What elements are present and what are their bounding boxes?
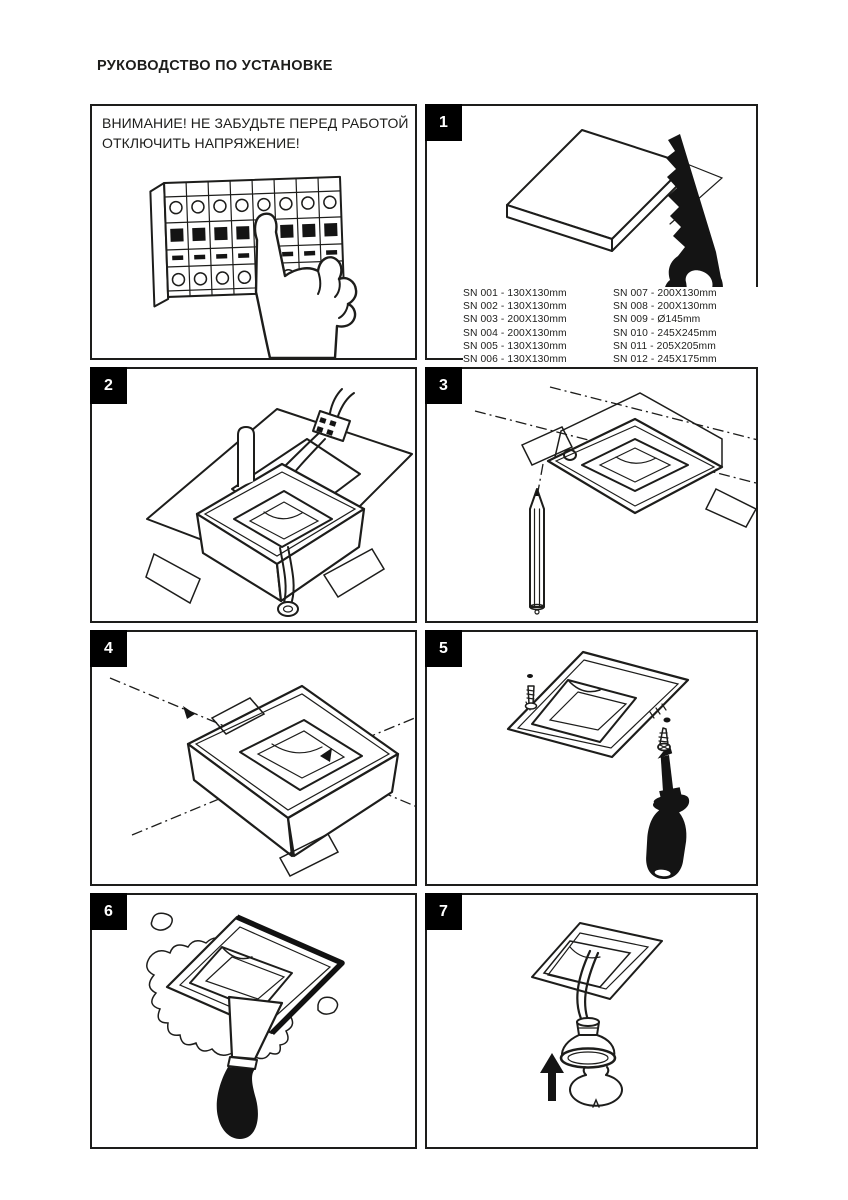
model-size: SN 005 - 130X130mm: [463, 340, 567, 352]
model-size: SN 002 - 130X130mm: [463, 301, 567, 313]
page-title: РУКОВОДСТВО ПО УСТАНОВКЕ: [97, 58, 333, 74]
screw-left: [526, 674, 537, 709]
pencil-marking-illustration: [427, 369, 756, 621]
model-size: SN 001 - 130X130mm: [463, 288, 567, 299]
downlight-frame: [188, 686, 398, 856]
screw-fixing-illustration: [427, 632, 756, 884]
insert-frame-illustration: [92, 369, 415, 621]
warning-line-1: ВНИМАНИЕ! НЕ ЗАБУДЬТЕ ПЕРЕД РАБОТОЙ: [102, 115, 409, 131]
model-size: SN 003 - 200X130mm: [463, 314, 567, 326]
step-1-badge: 1: [425, 104, 462, 141]
step-3-badge: 3: [425, 367, 462, 404]
model-size: SN 008 - 200X130mm: [613, 301, 717, 313]
screwdriver-icon: [643, 747, 695, 881]
step-4-badge: 4: [90, 630, 127, 667]
model-size-column-left: [463, 287, 613, 366]
model-size: SN 010 - 245X245mm: [613, 327, 717, 339]
panel-step-1: [425, 104, 758, 366]
screw-right: [658, 718, 671, 751]
plaster-blob-right: [318, 997, 338, 1014]
warning-line-2: ОТКЛЮЧИТЬ НАПРЯЖЕНИЕ!: [102, 135, 300, 151]
model-size: SN 006 - 130X130mm: [463, 354, 567, 366]
model-size: SN 004 - 200X130mm: [463, 327, 567, 339]
downlight-frame: [548, 393, 722, 513]
model-size: SN 012 - 245X175mm: [613, 354, 717, 366]
panel-step-4: [90, 630, 417, 886]
panel-step-5: [425, 630, 758, 886]
panel-step-7: [425, 893, 758, 1149]
model-size-list: [463, 287, 763, 366]
plaster-flap-left: [146, 554, 200, 603]
putty-knife-icon: [217, 997, 282, 1139]
panel-step-6: [90, 893, 417, 1149]
step-7-badge: 7: [425, 893, 462, 930]
model-size: SN 011 - 205X205mm: [613, 340, 716, 352]
model-size: SN 009 - Ø145mm: [613, 314, 701, 326]
align-frame-illustration: [92, 632, 415, 884]
model-size: SN 007 - 200X130mm: [613, 288, 717, 299]
step-2-badge: 2: [90, 367, 127, 404]
pencil-icon: [530, 489, 544, 614]
panel-step-2: [90, 367, 417, 623]
plaster-blob-top: [151, 913, 172, 930]
model-size-column-right: [613, 287, 763, 366]
step-6-badge: 6: [90, 893, 127, 930]
steps-grid: [90, 104, 758, 1149]
plaster-flap-right: [706, 489, 756, 527]
step-5-badge: 5: [425, 630, 462, 667]
plastering-illustration: [92, 895, 415, 1147]
panel-step-3: [425, 367, 758, 623]
panel-warning: [90, 104, 417, 360]
retaining-spring-icon: [570, 1067, 622, 1107]
ceiling-trim: [532, 923, 662, 999]
warning-text: [102, 113, 409, 153]
lamp-install-illustration: [427, 895, 756, 1147]
